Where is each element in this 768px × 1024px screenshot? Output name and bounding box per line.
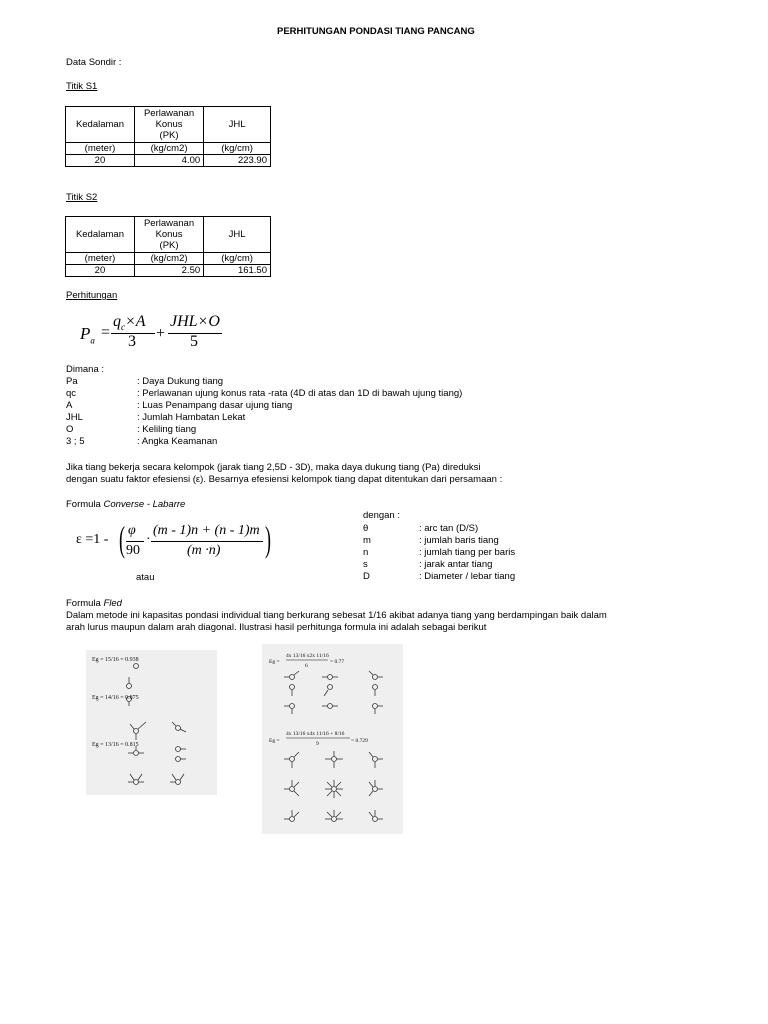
dengan-row — [363, 571, 516, 583]
right-paren: ) — [265, 519, 271, 559]
eg-num-2: 4x 13/16 x4x 11/16 + 8/16 — [286, 731, 345, 737]
pile-group-b — [128, 746, 186, 762]
def-desc: : Angka Keamanan — [137, 436, 218, 447]
dengan-symbol: n — [363, 547, 369, 558]
ninety: 90 — [126, 543, 140, 558]
value-cell: 20 — [66, 155, 135, 167]
data-sondir-label: Data Sondir : — [66, 57, 122, 68]
def-desc: : Keliling tiang — [137, 424, 197, 435]
header-line: Konus — [155, 229, 183, 240]
def-symbol: A — [66, 400, 73, 411]
value-cell: 20 — [66, 265, 135, 277]
num1-b: ×A — [125, 313, 146, 330]
unit-cell: (meter) — [66, 143, 135, 155]
pile-group-c — [128, 774, 184, 785]
def-symbol: Pa — [66, 376, 78, 387]
def-desc: : Daya Dukung tiang — [137, 376, 224, 387]
lhs-symbol: P — [80, 324, 91, 343]
eg-lhs-2: Eg = — [269, 738, 280, 744]
def-symbol: qc — [66, 388, 77, 399]
eg-den-1: 6 — [305, 663, 308, 669]
page-title: PERHITUNGAN PONDASI TIANG PANCANG — [277, 26, 475, 37]
header-jhl: JHL — [204, 217, 271, 253]
dengan-symbol: D — [363, 571, 370, 582]
definition-row — [66, 412, 246, 424]
def-desc: : Perlawanan ujung konus rata -rata (4D di atas dan 1D di bawah ujung tiang) — [137, 388, 463, 399]
pile-grid-3x3 — [284, 751, 383, 822]
header-line: Perlawanan — [143, 218, 195, 229]
pile-pair-vertical — [127, 677, 132, 706]
definition-row — [66, 400, 293, 412]
phi-symbol: φ — [128, 523, 136, 538]
definition-row — [66, 436, 218, 448]
formula-lhs — [80, 324, 95, 345]
label-prefix: Formula — [66, 598, 104, 609]
titik-s1-label: Titik S1 — [66, 81, 98, 92]
efficiency-label-2: Eg = 14/16 = 0.875 — [92, 695, 139, 701]
definition-row — [66, 388, 463, 400]
dengan-desc: : jumlah baris tiang — [419, 535, 499, 546]
dengan-row — [363, 523, 479, 535]
converse-numerator: (m - 1)n + (n - 1)m — [153, 523, 260, 538]
left-paren: ( — [119, 519, 125, 559]
eg-den-2: 9 — [316, 741, 319, 747]
converse-denominator: (m ·n) — [187, 543, 221, 558]
sondir-table-s2 — [65, 216, 271, 277]
unit-cell: (kg/cm) — [204, 143, 271, 155]
fled-label — [66, 598, 122, 610]
plus-sign: + — [156, 325, 166, 342]
epsilon-lhs: ε =1 - — [76, 532, 109, 547]
dengan-label: dengan : — [363, 510, 400, 521]
unit-cell: (meter) — [66, 253, 135, 265]
label-italic: Converse - Labarre — [103, 499, 186, 510]
dengan-desc: : jarak antar tiang — [419, 559, 493, 570]
dengan-symbol: s — [363, 559, 368, 570]
numerator-1 — [113, 313, 146, 332]
dengan-desc: : arc tan (D/S) — [419, 523, 479, 534]
num1-a: q — [113, 313, 121, 330]
dengan-row — [363, 535, 499, 547]
perhitungan-label: Perhitungan — [66, 290, 118, 301]
dengan-symbol: θ — [363, 523, 369, 534]
unit-cell: (kg/cm2) — [134, 253, 203, 265]
fraction-bar-main — [151, 541, 263, 542]
dengan-desc: : jumlah tiang per baris — [419, 547, 516, 558]
header-line: Perlawanan — [143, 108, 195, 119]
efficiency-label-1: Eg = 15/16 = 0.938 — [92, 657, 139, 663]
label-prefix: Formula — [66, 499, 104, 510]
fled-diagram-right — [262, 644, 403, 834]
pile-group-a — [130, 722, 186, 740]
header-line: (PK) — [159, 240, 179, 251]
fled-line: arah lurus maupun dalam arah diagonal. Ilustrasi hasil perhitunga formula ini adalah sebagai berikut — [66, 622, 487, 633]
unit-cell: (kg/cm) — [204, 253, 271, 265]
pile-grid-2x3 — [284, 671, 383, 714]
header-line: (PK) — [159, 130, 179, 141]
dengan-symbol: m — [363, 535, 371, 546]
header-jhl: JHL — [204, 107, 271, 143]
def-symbol: JHL — [66, 412, 83, 423]
pile-single-top — [134, 664, 139, 669]
fled-line: Dalam metode ini kapasitas pondasi individual tiang berkurang sebesat 1/16 akibat adanya tiang yang berdampingan baik dalam — [66, 610, 607, 621]
atau-label: atau — [136, 572, 155, 583]
def-desc: : Luas Penampang dasar ujung tiang — [137, 400, 293, 411]
denominator-2: 5 — [190, 333, 198, 350]
equals-sign: = — [101, 324, 111, 341]
dengan-row — [363, 559, 493, 571]
eg-lhs-1: Eg = — [269, 659, 280, 665]
eg-rhs-1: = 0.77 — [330, 659, 345, 665]
unit-cell: (kg/cm2) — [134, 143, 203, 155]
fled-diagram-left — [86, 650, 217, 795]
value-cell: 161.50 — [204, 265, 271, 277]
value-cell: 2.50 — [134, 265, 203, 277]
fled-illustration-right — [262, 644, 403, 834]
value-cell: 223.90 — [204, 155, 271, 167]
formula-daya-dukung — [80, 312, 230, 354]
header-perlawanan-konus — [134, 217, 203, 253]
paragraph-line: Jika tiang bekerja secara kelompok (jarak tiang 2,5D - 3D), maka daya dukung tiang (Pa) direduksi — [66, 462, 481, 473]
sondir-table-s1 — [65, 106, 271, 167]
header-line: Konus — [155, 119, 183, 130]
def-symbol: O — [66, 424, 74, 435]
definition-row — [66, 424, 197, 436]
formula-converse-labarre — [76, 520, 276, 564]
eg-rhs-2: = 0.729 — [351, 738, 368, 744]
def-symbol: 3 ; 5 — [66, 436, 85, 447]
fraction-bar-phi — [126, 541, 144, 542]
dimana-label: Dimana : — [66, 364, 105, 375]
header-perlawanan-konus — [134, 107, 203, 143]
dengan-row — [363, 547, 516, 559]
value-cell: 4.00 — [134, 155, 203, 167]
dengan-desc: : Diameter / lebar tiang — [419, 571, 516, 582]
num1-sub: c — [121, 322, 125, 333]
titik-s2-label: Titik S2 — [66, 192, 98, 203]
lhs-subscript: a — [90, 335, 95, 346]
dot-operator: · — [146, 532, 151, 547]
fled-illustration-left — [86, 650, 217, 795]
efficiency-label-3: Eg = 13/16 = 0.815 — [92, 742, 139, 748]
paragraph-line: dengan suatu faktor efesiensi (ε). Besarnya efesiensi kelompok tiang dapat ditentukan dari persamaan : — [66, 474, 503, 485]
numerator-2: JHL×O — [170, 313, 220, 330]
denominator-1: 3 — [128, 333, 136, 350]
converse-labarre-label — [66, 499, 185, 511]
label-italic: Fled — [103, 598, 122, 609]
eg-num-1: 4x 13/16 x2x 11/16 — [286, 653, 329, 659]
def-desc: : Jumlah Hambatan Lekat — [137, 412, 246, 423]
header-kedalaman: Kedalaman — [66, 107, 135, 143]
header-kedalaman: Kedalaman — [66, 217, 135, 253]
definition-row — [66, 376, 224, 388]
